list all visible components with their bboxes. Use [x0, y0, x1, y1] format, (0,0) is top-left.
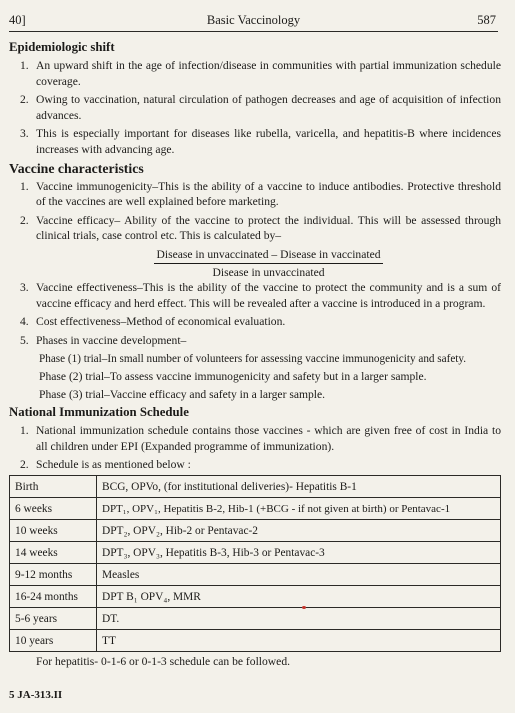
list-text: Vaccine effectiveness–This is the ability of the vaccine to protect the community and is a sum of vaccine efficacy and herd effect. This will be revealed after a vaccine is introduced in a program. — [36, 281, 501, 310]
list-item — [9, 92, 501, 123]
list-text: Schedule is as mentioned below : — [36, 458, 191, 472]
table-row — [10, 520, 501, 542]
list-number: 3. — [20, 127, 29, 141]
vaccines-cell: BCG, OPVo, (for institutional deliveries)- Hepatitis B-1 — [97, 476, 501, 498]
immunization-schedule-list — [9, 423, 501, 473]
list-number: 2. — [20, 93, 29, 107]
list-text: Owing to vaccination, natural circulation of pathogen decreases and age of acquisition of infection advances. — [36, 93, 501, 122]
vaccines-cell: DPT₁, OPV₁, Hepatitis B-2, Hib-1 (+BCG - if not given at birth) or Pentavac-1 — [97, 498, 501, 520]
list-number: 1. — [20, 59, 29, 72]
epidemiologic-shift-list — [9, 58, 501, 158]
list-item — [9, 423, 501, 454]
list-item — [9, 333, 501, 349]
page-content — [9, 40, 501, 670]
list-item — [9, 126, 501, 157]
age-cell: 10 years — [10, 630, 97, 652]
chapter-number: 40] — [9, 13, 26, 27]
section-heading-epidemiologic-shift: Epidemiologic shift — [9, 40, 115, 54]
list-text: Vaccine immunogenicity–This is the ability of a vaccine to induce antibodies. Protective threshold of the vaccines are well explained before marketing. — [36, 179, 501, 209]
list-number: 3. — [20, 281, 29, 295]
page-number: 587 — [477, 13, 496, 27]
phase-1-text: Phase (1) trial–In small number of volunteers for assessing vaccine immunogenicity and safety. — [39, 352, 467, 365]
list-text: An upward shift in the age of infection/disease in communities with partial immunization schedule coverage. — [36, 59, 501, 88]
list-item — [9, 58, 501, 89]
vaccines-cell: DPT B₁ OPV₄, MMR — [97, 586, 501, 608]
list-number: 4. — [20, 315, 29, 329]
page-header — [9, 9, 498, 32]
list-text: Cost effectiveness–Method of economical evaluation. — [36, 315, 286, 329]
table-row — [10, 542, 501, 564]
phase-3-text: Phase (3) trial–Vaccine efficacy and safety in a larger sample. — [39, 387, 326, 401]
hepatitis-note: For hepatitis- 0-1-6 or 0-1-3 schedule can be followed. — [36, 655, 291, 669]
list-item — [9, 213, 501, 244]
table-row — [10, 564, 501, 586]
list-text: Phases in vaccine development– — [36, 333, 187, 347]
section-heading-vaccine-characteristics: Vaccine characteristics — [9, 160, 144, 176]
list-number: 1. — [20, 179, 29, 193]
page-footer-code: 5 JA-313.II — [9, 689, 63, 701]
age-cell: 10 weeks — [10, 520, 97, 542]
efficacy-formula — [9, 247, 501, 280]
table-row — [10, 476, 501, 498]
list-item — [9, 280, 501, 311]
vaccines-cell: TT — [97, 630, 501, 652]
vaccines-cell: Measles — [97, 564, 501, 586]
vaccine-characteristics-list-continued — [9, 280, 501, 348]
formula-numerator: Disease in unvaccinated – Disease in vaccinated — [154, 247, 382, 264]
formula-denominator: Disease in unvaccinated — [212, 265, 325, 279]
list-item — [9, 179, 501, 210]
table-row — [10, 608, 501, 630]
list-number: 2. — [20, 213, 29, 227]
running-title: Basic Vaccinology — [206, 13, 301, 27]
table-row — [10, 586, 501, 608]
vaccines-cell: DPT₃, OPV₃, Hepatitis B-3, Hib-3 or Pentavac-3 — [97, 542, 501, 564]
list-item — [9, 457, 501, 473]
section-heading-national-immunization-schedule: National Immunization Schedule — [9, 405, 189, 420]
list-number: 5. — [20, 333, 29, 347]
age-cell: 14 weeks — [10, 542, 97, 564]
age-cell: 5-6 years — [10, 608, 97, 630]
age-cell: 6 weeks — [10, 498, 97, 520]
immunization-schedule-table — [9, 475, 501, 652]
age-cell: Birth — [10, 476, 97, 498]
list-text: This is especially important for diseases like rubella, varicella, and hepatitis-B where incidences increases with advancing age. — [36, 127, 501, 156]
vaccines-cell: DT. — [97, 608, 501, 630]
vaccine-characteristics-list — [9, 179, 501, 244]
list-text: National immunization schedule contains those vaccines - which are given free of cost in India to all children under EPI (Expanded programme of immunization). — [36, 424, 501, 453]
table-row — [10, 630, 501, 652]
vaccines-cell: DPT₂, OPV₂, Hib-2 or Pentavac-2 — [97, 520, 501, 542]
age-cell: 16-24 months — [10, 586, 97, 608]
phase-2-text: Phase (2) trial–To assess vaccine immunogenicity and safety but in a larger sample. — [39, 370, 427, 384]
table-row — [10, 498, 501, 520]
list-text: Vaccine efficacy– Ability of the vaccine to protect the individual. This will be assessed through clinical trials, case control etc. This is calculated by– — [36, 213, 501, 243]
list-number: 2. — [20, 458, 29, 472]
age-cell: 9-12 months — [10, 564, 97, 586]
ink-mark — [302, 606, 306, 609]
list-item — [9, 314, 501, 330]
list-number: 1. — [20, 424, 29, 438]
